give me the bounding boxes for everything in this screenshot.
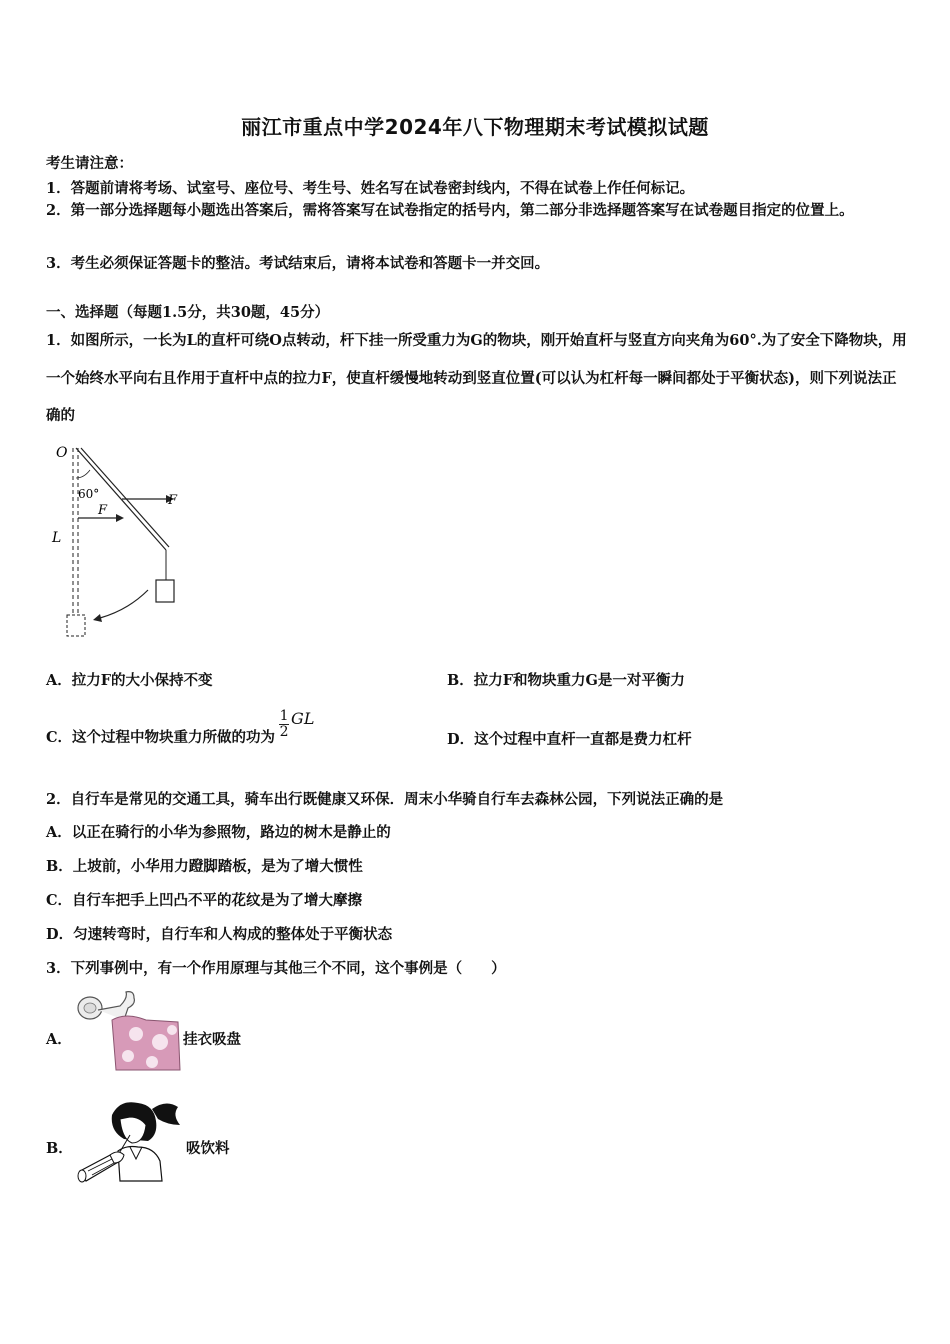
final-block-dashed [67,615,85,636]
label-f-mid: F [98,503,108,518]
question-2-stem: 2．自行车是常见的交通工具，骑车出行既健康又环保．周末小华骑自行车去森林公园，下列说法正确的是 [46,791,724,808]
question-1-stem: 1．如图所示，一长为L的直杆可绕O点转动，杆下挂一所受重力为G的物块，刚开始直杆与竖直方向夹角为60°.为了安全下降物块，用一个始终水平向右且作用于直杆中点的拉力F，使直杆缓慢地转动到竖直位置(可以认为杠杆每一瞬间都处于平衡状态)，则下列说法正确的 [46,332,907,424]
q3-option-a-text[interactable]: 挂衣吸盘 [183,1031,241,1048]
q1-option-c-expr: GL [291,709,315,728]
label-f-top: F [168,493,178,508]
q1-option-d[interactable]: D．这个过程中直杆一直都是费力杠杆 [447,731,692,748]
q1-option-c-text: C．这个过程中物块重力所做的功为 [46,729,276,746]
lever-diagram [48,440,198,645]
q2-option-d[interactable]: D．匀速转弯时，自行车和人构成的整体处于平衡状态 [46,926,393,943]
label-o: O [56,445,68,461]
q3-option-a-letter[interactable]: A． [46,1031,72,1048]
q3-option-b-letter[interactable]: B． [46,1140,73,1157]
q1-option-b[interactable]: B．拉力F和物块重力G是一对平衡力 [447,672,685,689]
q2-option-c[interactable]: C．自行车把手上凹凸不平的花纹是为了增大摩擦 [46,892,363,909]
notice-item-3: 3．考生必须保证答题卡的整洁。考试结束后，请将本试卷和答题卡一并交回。 [46,255,550,272]
q2-option-a[interactable]: A．以正在骑行的小华为参照物，路边的树木是静止的 [46,824,391,841]
weight-block [156,580,174,602]
fraction-one-half: $\frac{1}{2}$ [279,708,289,740]
label-angle: 60° [78,487,100,501]
label-l: L [52,530,62,546]
section-heading: 一、选择题（每题1.5分，共30题，45分） [46,304,330,321]
q1-option-c[interactable] [46,702,314,747]
suction-hook-towel-image [76,990,182,1072]
notice-item-2: 2．第一部分选择题每小题选出答案后，需将答案写在试卷指定的括号内，第二部分非选择题答案写在试卷题目指定的位置上。 [46,202,854,219]
girl-drinking-image [74,1095,184,1183]
q1-option-a[interactable]: A．拉力F的大小保持不变 [46,672,213,689]
page-title: 丽江市重点中学2024年八下物理期末考试模拟试题 [241,115,709,139]
q3-option-b-text[interactable]: 吸饮料 [186,1140,230,1157]
q2-option-b[interactable]: B．上坡前，小华用力蹬脚踏板，是为了增大惯性 [46,858,363,875]
notice-item-1: 1．答题前请将考场、试室号、座位号、考生号、姓名写在试卷密封线内，不得在试卷上作任何标记。 [46,180,695,197]
notice-heading: 考生请注意： [46,155,133,172]
question-3-stem: 3．下列事例中，有一个作用原理与其他三个不同，这个事例是（ ） [46,960,506,977]
